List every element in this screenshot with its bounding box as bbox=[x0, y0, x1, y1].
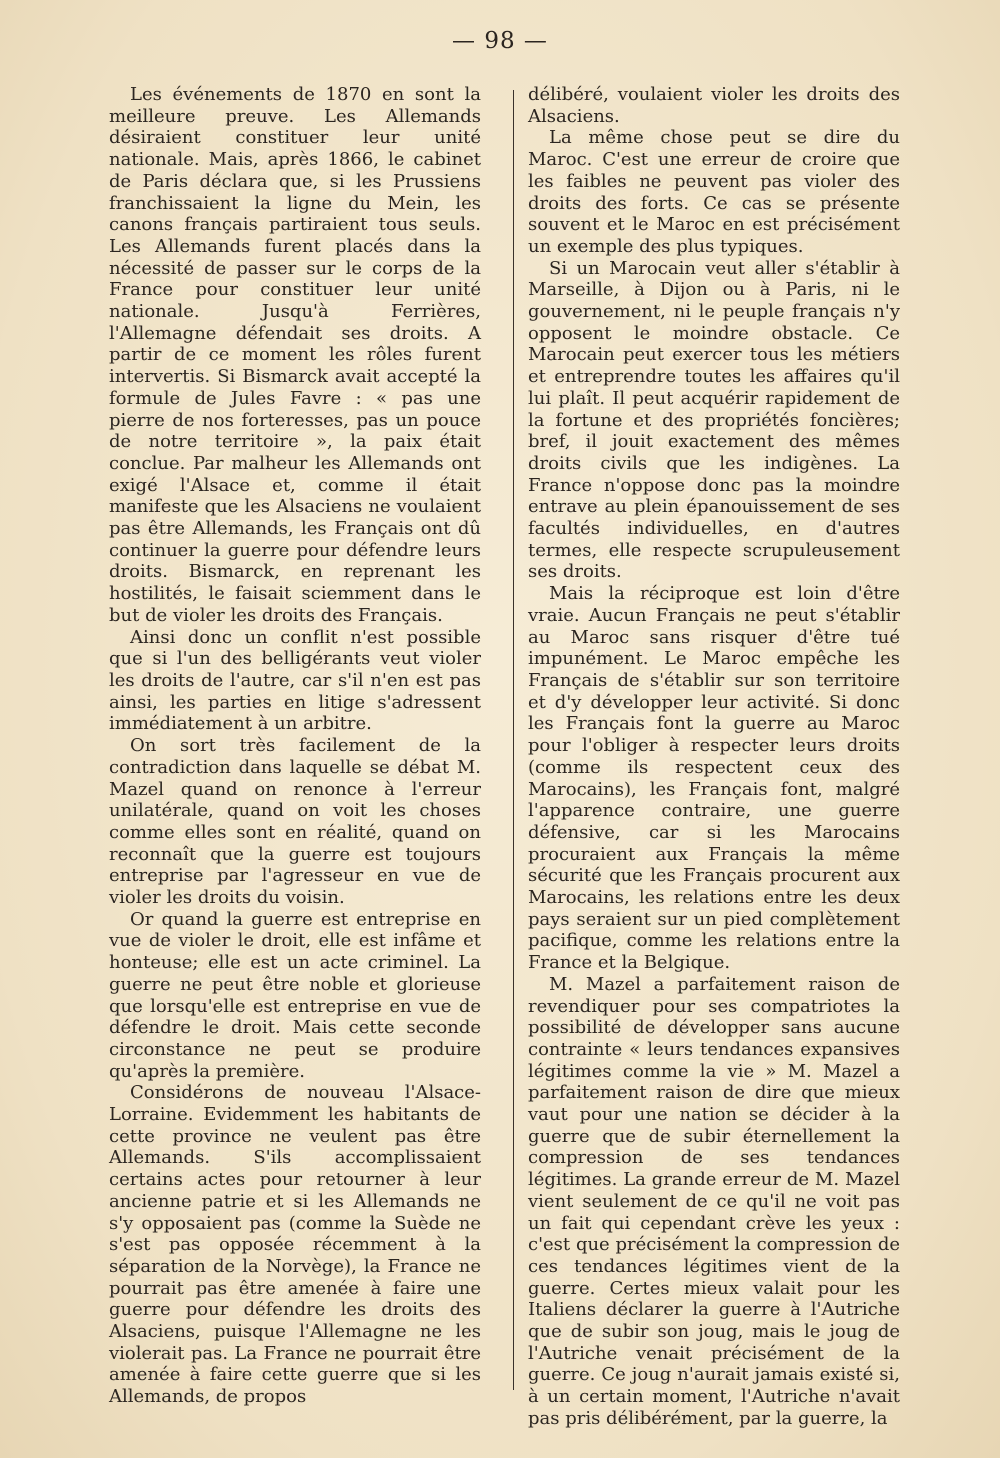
paragraph: La même chose peut se dire du Maroc. C'est une erreur de croire que les faibles ne peuvent pas violer des droits des forts. Ce cas se présente souvent et le Maroc en est précisément un exemple des plus typiques. bbox=[528, 127, 900, 257]
left-column bbox=[109, 84, 481, 1408]
paragraph: délibéré, voulaient violer les droits des Alsaciens. bbox=[528, 84, 900, 127]
paragraph: Si un Marocain veut aller s'établir à Marseille, à Dijon ou à Paris, ni le gouvernement, ni le peuple français n'y opposent le moindre obstacle. Ce Marocain peut exercer tous les métiers et entreprendre toutes les affaires qu'il lui plaît. Il peut acquérir rapidement de la fortune et des propriétés foncières; bref, il jouit exactement des mêmes droits civils que les indigènes. La France n'oppose donc pas la moindre entrave au plein épanouissement de ses facultés individuelles, en d'autres termes, elle respecte scrupuleusement ses droits. bbox=[528, 257, 900, 583]
paragraph: Ainsi donc un conflit n'est possible que si l'un des belligérants veut violer les droits de l'autre, car s'il n'en est pas ainsi, les parties en litige s'adressent immédiatement à un arbitre. bbox=[109, 626, 481, 735]
paragraph: M. Mazel a parfaitement raison de revendiquer pour ses compatriotes la possibilité de développer sans aucune contrainte « leurs tendances expansives légitimes comme la vie » M. Mazel a parfaitement raison de dire que mieux vaut pour une nation se décider à la guerre que de subir éternellement la compression de ses tendances légitimes. La grande erreur de M. Mazel vient seulement de ce qu'il ne voit pas un fait qui cependant crève les yeux : c'est que précisément la compression de ces tendances légitimes vient de la guerre. Certes mieux valait pour les Italiens déclarer la guerre à l'Autriche que de subir son joug, mais le joug de l'Autriche venait précisément de la guerre. Ce joug n'aurait jamais existé si, à un certain moment, l'Autriche n'avait pas pris délibérément, par la guerre, la bbox=[528, 973, 900, 1429]
page-number: — 98 — bbox=[452, 28, 548, 54]
column-divider bbox=[513, 90, 514, 1390]
paragraph: Mais la réciproque est loin d'être vraie. Aucun Français ne peut s'établir au Maroc sans risquer d'être tué impunément. Le Maroc empêche les Français de s'établir sur son territoire et d'y développer leur activité. Si donc les Français font la guerre au Maroc pour l'obliger à respecter leurs droits (comme ils respectent ceux des Marocains), les Français font, malgré l'apparence contraire, une guerre défensive, car si les Marocains procuraient aux Français la même sécurité que les Français procurent aux Marocains, les relations entre les deux pays seraient sur un pied complètement pacifique, comme les relations entre la France et la Belgique. bbox=[528, 583, 900, 974]
paragraph: Considérons de nouveau l'Alsace-Lorraine. Evidemment les habitants de cette province ne veulent pas être Allemands. S'ils accomplissaient certains actes pour retourner à leur ancienne patrie et si les Allemands ne s'y opposaient pas (comme la Suède ne s'est pas opposée récemment à la séparation de la Norvège), la France ne pourrait pas être amenée à faire une guerre pour défendre les droits des Alsaciens, puisque l'Allemagne ne les violerait pas. La France ne pourrait être amenée à faire cette guerre que si les Allemands, de propos bbox=[109, 1082, 481, 1408]
right-column bbox=[528, 84, 900, 1430]
paragraph: Les événements de 1870 en sont la meilleure preuve. Les Allemands désiraient constituer leur unité nationale. Mais, après 1866, le cabinet de Paris déclara que, si les Prussiens franchissaient la ligne du Mein, les canons français partiraient tous seuls. Les Allemands furent placés dans la nécessité de passer sur le corps de la France pour constituer leur unité nationale. Jusqu'à Ferrières, l'Allemagne défendait ses droits. A partir de ce moment les rôles furent intervertis. Si Bismarck avait accepté la formule de Jules Favre : « pas une pierre de nos forteresses, pas un pouce de notre territoire », la paix était conclue. Par malheur les Allemands ont exigé l'Alsace et, comme il était manifeste que les Alsaciens ne voulaient pas être Allemands, les Français ont dû continuer la guerre pour défendre leurs droits. Bismarck, en reprenant les hostilités, le faisait sciemment dans le but de violer les droits des Français. bbox=[109, 84, 481, 626]
paragraph: Or quand la guerre est entreprise en vue de violer le droit, elle est infâme et honteuse; elle est un acte criminel. La guerre ne peut être noble et glorieuse que lorsqu'elle est entreprise en vue de défendre le droit. Mais cette seconde circonstance ne peut se produire qu'après la première. bbox=[109, 908, 481, 1082]
paragraph: On sort très facilement de la contradiction dans laquelle se débat M. Mazel quand on renonce à l'erreur unilatérale, quand on voit les choses comme elles sont en réalité, quand on reconnaît que la guerre est toujours entreprise par l'agresseur en vue de violer les droits du voisin. bbox=[109, 735, 481, 909]
